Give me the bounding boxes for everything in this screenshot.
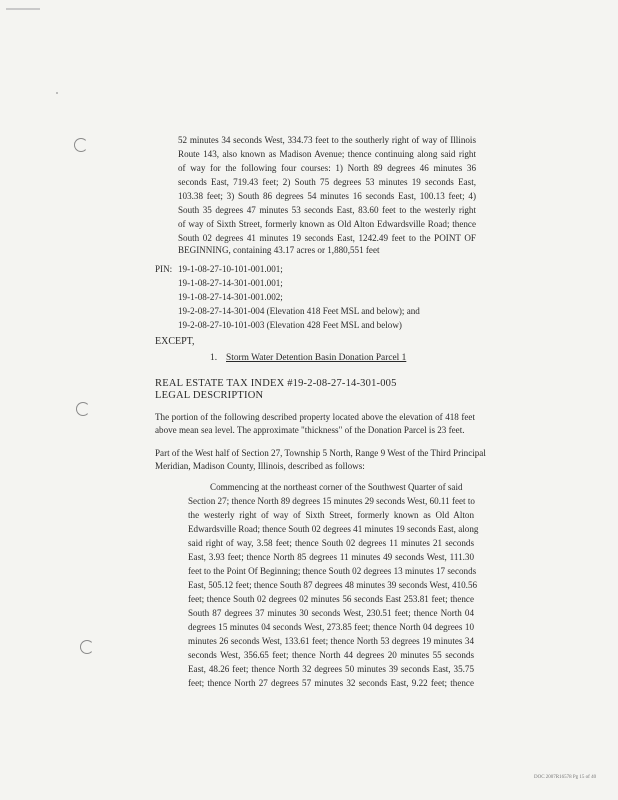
text-line: Section 27; thence North 89 degrees 15 minutes 29 seconds West, 60.11 feet to bbox=[188, 496, 475, 506]
scan-edge-mark bbox=[6, 8, 40, 10]
text-line: The portion of the following described property located above the elevation of 418 feet bbox=[155, 412, 475, 422]
text-line: East, 3.93 feet; thence North 85 degrees 11 minutes 49 seconds West, 111.30 bbox=[188, 552, 474, 562]
text-line: feet; thence North 27 degrees 57 minutes 32 seconds East, 9.22 feet; thence bbox=[188, 678, 474, 688]
text-line: of way of Sixth Street, formerly known as Old Alton Edwardsville Road; thence bbox=[178, 219, 476, 229]
text-line: feet; thence South 02 degrees 02 minutes 56 seconds East 253.81 feet; thence bbox=[188, 594, 474, 604]
text-line: the westerly right of way of Sixth Street, formerly known as Old Alton bbox=[188, 510, 474, 520]
punch-hole-middle bbox=[76, 402, 90, 416]
text-line: said right of way, 3.58 feet; thence South 02 degrees 11 minutes 21 seconds bbox=[188, 538, 474, 548]
text-line: Commencing at the northeast corner of the Southwest Quarter of said bbox=[210, 482, 463, 492]
pin-entry: 19-2-08-27-14-301-004 (Elevation 418 Feet MSL and below); and bbox=[178, 306, 420, 316]
text-line: 52 minutes 34 seconds West, 334.73 feet to the southerly right of way of Illinois bbox=[178, 135, 476, 145]
text-line: seconds West, 356.65 feet; thence North 44 degrees 20 minutes 55 seconds bbox=[188, 650, 474, 660]
pin-entry: 19-2-08-27-10-101-003 (Elevation 428 Feet MSL and below) bbox=[178, 320, 402, 330]
text-line: Route 143, also known as Madison Avenue; thence continuing along said right bbox=[178, 149, 476, 159]
legal-description-heading: LEGAL DESCRIPTION bbox=[155, 390, 264, 401]
parcel-number: 1. bbox=[210, 353, 218, 363]
except-label: EXCEPT, bbox=[155, 336, 195, 347]
text-line: East, 48.26 feet; thence North 32 degrees 50 minutes 39 seconds East, 35.75 bbox=[188, 664, 474, 674]
text-line: minutes 26 seconds West, 133.61 feet; thence North 53 degrees 19 minutes 34 bbox=[188, 636, 474, 646]
text-line: of way for the following four courses: 1) North 89 degrees 46 minutes 36 bbox=[178, 163, 476, 173]
text-line: East, 505.12 feet; thence South 87 degrees 48 minutes 39 seconds West, 410.56 bbox=[188, 580, 478, 590]
text-line: Edwardsville Road; thence South 02 degrees 41 minutes 19 seconds East, along bbox=[188, 524, 479, 534]
recording-footer: DOC 2007R16578 Pg 15 of 40 bbox=[534, 775, 597, 780]
pin-entry: 19-1-08-27-10-101-001.001; bbox=[178, 264, 283, 274]
punch-hole-top bbox=[74, 138, 88, 152]
pin-label: PIN: bbox=[155, 264, 173, 274]
scan-speck bbox=[56, 92, 58, 94]
text-line: 103.38 feet; 3) South 86 degrees 54 minutes 16 seconds East, 100.13 feet; 4) bbox=[178, 191, 476, 201]
text-line: feet to the Point Of Beginning; thence South 02 degrees 13 minutes 17 seconds bbox=[188, 566, 477, 576]
tax-index-heading: REAL ESTATE TAX INDEX #19-2-08-27-14-301-005 bbox=[155, 378, 397, 389]
text-line: degrees 15 minutes 04 seconds West, 273.85 feet; thence North 04 degrees 10 bbox=[188, 622, 474, 632]
text-line: Meridian, Madison County, Illinois, described as follows: bbox=[155, 461, 365, 471]
text-line: South 87 degrees 37 minutes 30 seconds West, 230.51 feet; thence North 04 bbox=[188, 608, 474, 618]
text-line: above mean sea level. The approximate "thickness" of the Donation Parcel is 23 feet. bbox=[155, 425, 465, 435]
punch-hole-bottom bbox=[80, 640, 94, 654]
text-line: South 35 degrees 47 minutes 53 seconds East, 83.60 feet to the westerly right bbox=[178, 205, 476, 215]
text-line: South 02 degrees 41 minutes 19 seconds East, 1242.49 feet to the POINT OF bbox=[178, 233, 476, 243]
text-line: BEGINNING, containing 43.17 acres or 1,880,551 feet bbox=[178, 245, 380, 255]
pin-entry: 19-1-08-27-14-301-001.001; bbox=[178, 278, 283, 288]
parcel-title: Storm Water Detention Basin Donation Parcel 1 bbox=[226, 353, 407, 363]
text-line: Part of the West half of Section 27, Township 5 North, Range 9 West of the Third Principal bbox=[155, 448, 486, 458]
pin-entry: 19-1-08-27-14-301-001.002; bbox=[178, 292, 283, 302]
text-line: seconds East, 719.43 feet; 2) South 75 degrees 53 minutes 19 seconds East, bbox=[178, 177, 476, 187]
